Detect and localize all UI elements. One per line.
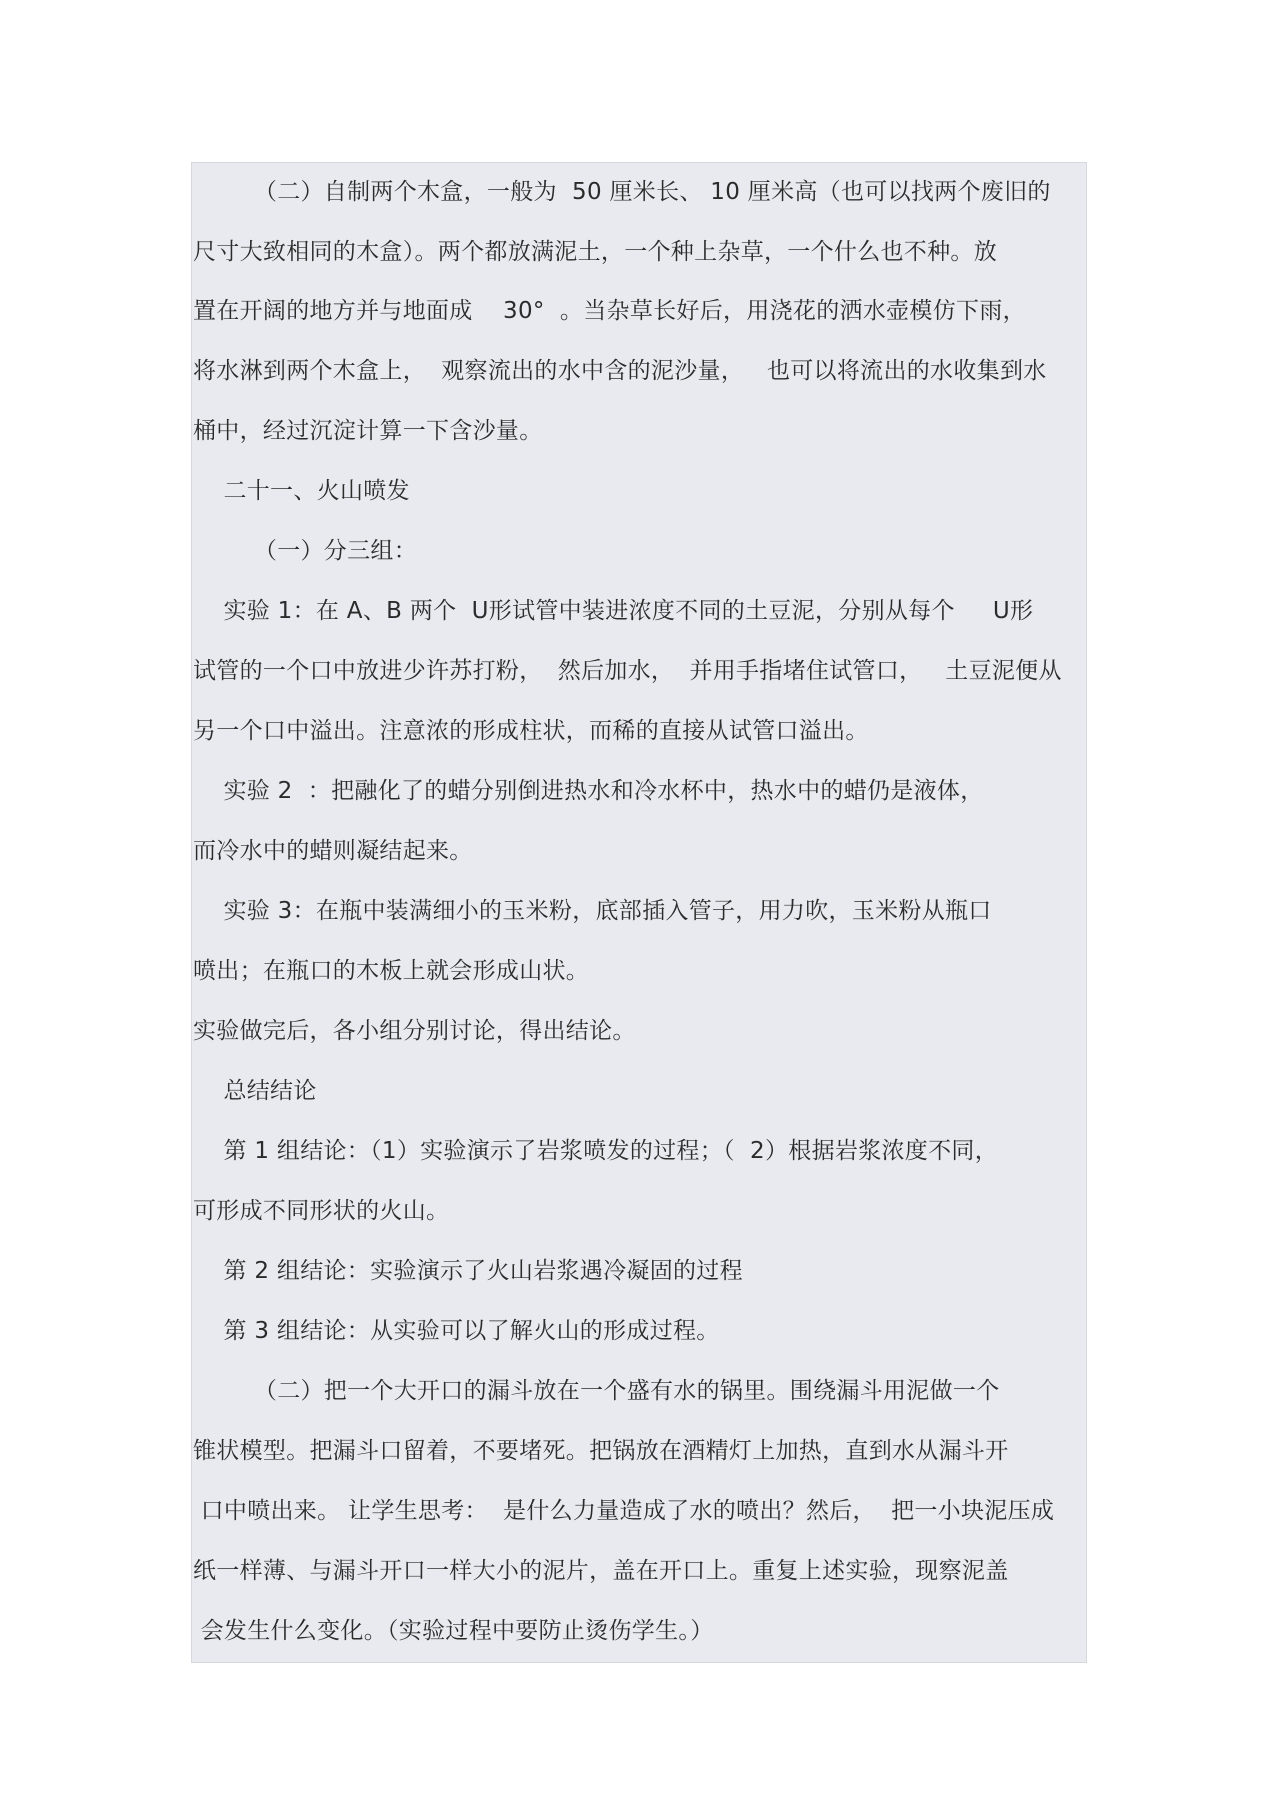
paragraph-line: 置在开阔的地方并与地面成 30° 。当杂草长好后，用浇花的洒水壶模仿下雨，: [193, 298, 1026, 324]
paragraph-line: 可形成不同形状的火山。: [193, 1198, 450, 1224]
paragraph-line: 实验 1：在 A、B 两个 U形试管中装进浓度不同的土豆泥，分别从每个 U形: [193, 598, 1034, 624]
paragraph-line: 桶中，经过沉淀计算一下含沙量。: [193, 418, 543, 444]
paragraph-line: （二）自制两个木盒，一般为 50 厘米长、 10 厘米高（也可以找两个废旧的: [193, 179, 1051, 205]
paragraph-line: 实验做完后，各小组分别讨论，得出结论。: [193, 1018, 636, 1044]
paragraph-line: 纸一样薄、与漏斗开口一样大小的泥片，盖在开口上。重复上述实验，现察泥盖: [193, 1558, 1009, 1584]
paragraph-line: 试管的一个口中放进少许苏打粉， 然后加水， 并用手指堵住试管口， 土豆泥便从: [193, 658, 1062, 684]
section-heading: 二十一、火山喷发: [193, 478, 410, 504]
section-heading: 总结结论: [193, 1078, 317, 1104]
paragraph-line: 喷出；在瓶口的木板上就会形成山状。: [193, 958, 590, 984]
paragraph-line: 实验 3：在瓶中装满细小的玉米粉，底部插入管子，用力吹，玉米粉从瓶口: [193, 898, 992, 924]
paragraph-line: 另一个口中溢出。注意浓的形成柱状，而稀的直接从试管口溢出。: [193, 718, 869, 744]
paragraph-line: 而冷水中的蜡则凝结起来。: [193, 838, 473, 864]
paragraph-line: 锥状模型。把漏斗口留着，不要堵死。把锅放在酒精灯上加热，直到水从漏斗开: [193, 1438, 1009, 1464]
paragraph-line: 会发生什么变化。（实验过程中要防止烫伤学生。）: [193, 1618, 714, 1644]
paragraph-line: 将水淋到两个木盒上， 观察流出的水中含的泥沙量， 也可以将流出的水收集到水: [193, 358, 1047, 384]
paragraph-line: （一）分三组：: [193, 538, 417, 564]
paragraph-line: （二）把一个大开口的漏斗放在一个盛有水的锅里。围绕漏斗用泥做一个: [193, 1378, 1000, 1404]
paragraph-line: 尺寸大致相同的木盒）。两个都放满泥土，一个种上杂草，一个什么也不种。放: [193, 239, 997, 265]
paragraph-line: 实验 2 ：把融化了的蜡分别倒进热水和冷水杯中，热水中的蜡仍是液体，: [193, 778, 984, 804]
paragraph-line: 口中喷出来。 让学生思考： 是什么力量造成了水的喷出？然后， 把一小块泥压成: [193, 1498, 1055, 1524]
paragraph-line: 第 1 组结论：（1）实验演示了岩浆喷发的过程；（ 2）根据岩浆浓度不同，: [193, 1138, 998, 1164]
paragraph-line: 第 3 组结论：从实验可以了解火山的形成过程。: [193, 1318, 720, 1344]
paragraph-line: 第 2 组结论：实验演示了火山岩浆遇冷凝固的过程: [193, 1258, 743, 1284]
